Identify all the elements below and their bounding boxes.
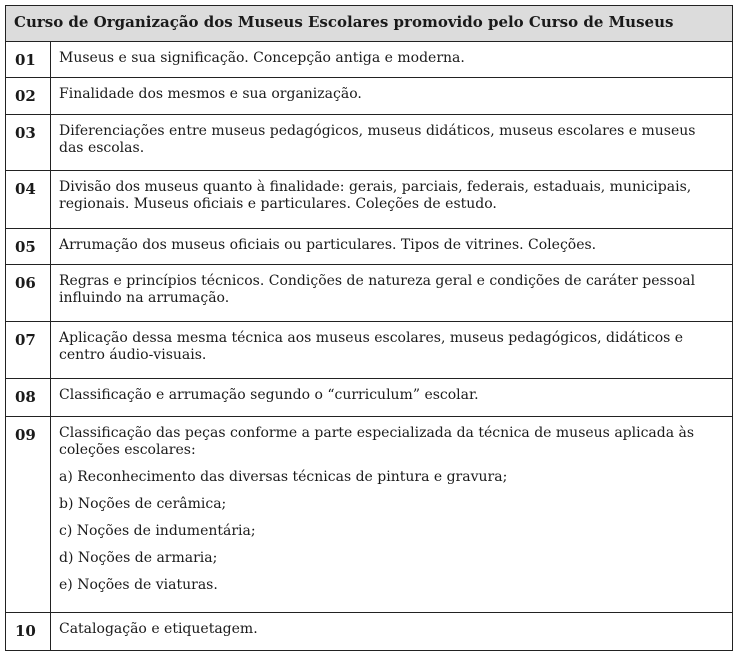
table-row: [6, 78, 733, 115]
row-number: 02: [6, 78, 51, 115]
table-row: [6, 379, 733, 417]
table-row: [6, 265, 733, 322]
row-text: Arrumação dos museus oficiais ou particulares. Tipos de vitrines. Coleções.: [51, 229, 733, 265]
table-row: [6, 42, 733, 78]
row-number: 09: [6, 417, 51, 613]
row-number: 05: [6, 229, 51, 265]
table-row: [6, 171, 733, 229]
table-row: [6, 322, 733, 379]
row-number: 01: [6, 42, 51, 78]
row-number: 08: [6, 379, 51, 417]
row-text: Catalogação e etiquetagem.: [51, 613, 733, 651]
row-number: 04: [6, 171, 51, 229]
sub-item: e) Noções de viaturas.: [59, 577, 218, 593]
row-number: 06: [6, 265, 51, 322]
row-text-block: [51, 417, 733, 613]
sub-item: a) Reconhecimento das diversas técnicas de pintura e gravura;: [59, 469, 508, 485]
table-row: [6, 229, 733, 265]
table-row: [6, 417, 733, 613]
row-text: Diferenciações entre museus pedagógicos, museus didáticos, museus escolares e museus das escolas.: [51, 115, 733, 171]
row-text: Classificação das peças conforme a parte especializada da técnica de museus aplicada às coleções escolares:: [59, 425, 695, 458]
row-number: 03: [6, 115, 51, 171]
table-row: [6, 115, 733, 171]
row-text: Regras e princípios técnicos. Condições de natureza geral e condições de caráter pessoal influindo na arrumação.: [51, 265, 733, 322]
sub-item: c) Noções de indumentária;: [59, 523, 256, 539]
row-text: Classificação e arrumação segundo o “curriculum” escolar.: [51, 379, 733, 417]
table-row: [6, 613, 733, 651]
row-text: Finalidade dos mesmos e sua organização.: [51, 78, 733, 115]
course-table: [5, 5, 733, 651]
row-text: Museus e sua significação. Concepção antiga e moderna.: [51, 42, 733, 78]
row-text: Aplicação dessa mesma técnica aos museus escolares, museus pedagógicos, didáticos e centro áudio-visuais.: [51, 322, 733, 379]
row-number: 07: [6, 322, 51, 379]
row-number: 10: [6, 613, 51, 651]
sub-item: b) Noções de cerâmica;: [59, 496, 227, 512]
row-text: Divisão dos museus quanto à finalidade: gerais, parciais, federais, estaduais, municipais, regionais. Museus oficiais e particulares. Coleções de estudo.: [51, 171, 733, 229]
table-title: Curso de Organização dos Museus Escolares promovido pelo Curso de Museus: [6, 6, 733, 42]
sub-item: d) Noções de armaria;: [59, 550, 218, 566]
